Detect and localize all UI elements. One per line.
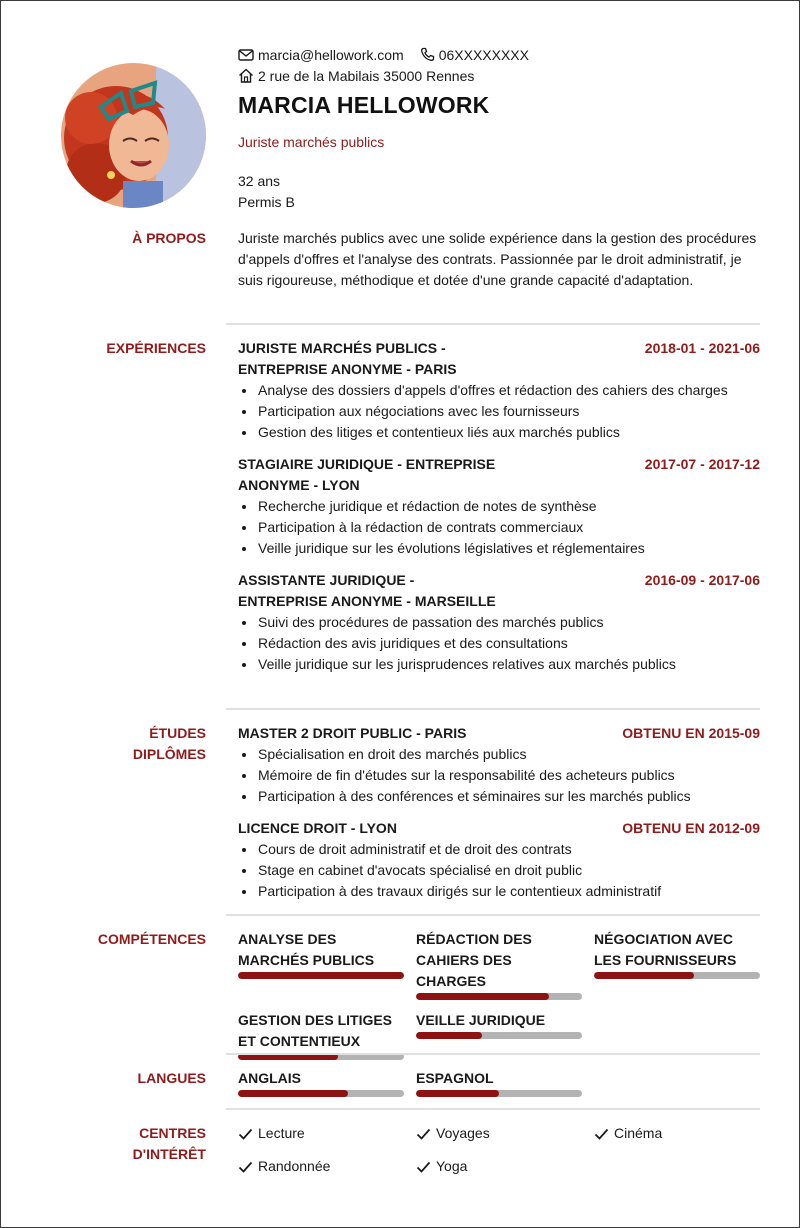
contact-row [238, 44, 545, 65]
languages-heading: LANGUES [137, 1070, 206, 1086]
bullet-item: Cours de droit administratif et de droit des contrats [238, 839, 760, 860]
checkmark-icon [416, 1128, 431, 1140]
experiences-heading: EXPÉRIENCES [106, 340, 206, 356]
phone-icon [420, 47, 435, 62]
bullet-item: Rédaction des avis juridiques et des consultations [238, 633, 760, 654]
skill-level-fill [238, 972, 404, 979]
interests-grid [238, 1123, 760, 1177]
section-divider [226, 708, 760, 710]
skill-name: ANALYSE DES MARCHÉS PUBLICS [238, 931, 375, 968]
bullet-item: Participation à la rédaction de contrats commerciaux [238, 517, 760, 538]
bullet-item: Stage en cabinet d'avocats spécialisé en droit public [238, 860, 760, 881]
bullet-item: Spécialisation en droit des marchés publics [238, 744, 760, 765]
experience-date: 2017-07 - 2017-12 [644, 456, 760, 472]
bullet-item: Gestion des litiges et contentieux liés aux marchés publics [238, 422, 760, 443]
education-entry [238, 818, 760, 902]
bullet-item: Mémoire de fin d'études sur la responsabilité des acheteurs publics [238, 765, 760, 786]
skill-name: RÉDACTION DES CAHIERS DES CHARGES [416, 931, 532, 989]
interest-label: Randonnée [258, 1158, 331, 1174]
interest-item [416, 1123, 594, 1144]
interest-label: Lecture [258, 1125, 305, 1141]
section-divider [226, 914, 760, 916]
language-level-fill [416, 1090, 499, 1097]
interest-item [594, 1123, 760, 1144]
skill-level-bar [416, 1032, 582, 1039]
skill-item [238, 929, 404, 1000]
skill-item [594, 929, 760, 1000]
bullet-item: Analyse des dossiers d'appels d'offres et rédaction des cahiers des charges [238, 380, 760, 401]
interest-label: Yoga [436, 1158, 468, 1174]
experience-title: ASSISTANTE JURIDIQUE - ENTREPRISE ANONYME - MARSEILLE [238, 572, 496, 609]
skills-heading: COMPÉTENCES [97, 931, 206, 947]
skill-name: VEILLE JURIDIQUE [416, 1012, 546, 1028]
interest-label: Voyages [436, 1125, 490, 1141]
language-level-bar [238, 1090, 404, 1097]
address-item [238, 68, 474, 84]
experience-tasks [238, 496, 760, 559]
contact-block [238, 44, 545, 86]
interests-heading-line: CENTRES [139, 1125, 206, 1141]
candidate-title: Juriste marchés publics [238, 134, 385, 150]
interest-item [238, 1123, 416, 1144]
language-item [238, 1068, 404, 1097]
bullet-item: Participation aux négociations avec les fournisseurs [238, 401, 760, 422]
skills-grid [238, 929, 760, 1060]
bullet-item: Veille juridique sur les jurisprudences relatives aux marchés publics [238, 654, 760, 675]
license-text: Permis B [238, 194, 295, 210]
education-heading [21, 723, 206, 765]
section-divider [226, 1108, 760, 1110]
checkmark-icon [238, 1128, 253, 1140]
experiences-list [238, 338, 760, 686]
degree-details [238, 744, 760, 807]
skill-level-bar [238, 972, 404, 979]
candidate-name: MARCIA HELLOWORK [238, 92, 490, 118]
skill-level-bar [416, 993, 582, 1000]
skill-item [416, 929, 582, 1000]
skill-level-fill [416, 993, 549, 1000]
experience-title: STAGIAIRE JURIDIQUE - ENTREPRISE ANONYME - LYON [238, 456, 496, 493]
checkmark-icon [416, 1161, 431, 1173]
personal-info [238, 171, 295, 213]
avatar-illustration-icon [61, 63, 206, 208]
bullet-item: Recherche juridique et rédaction de notes de synthèse [238, 496, 760, 517]
interest-label: Cinéma [614, 1125, 663, 1141]
bullet-item: Participation à des travaux dirigés sur le contentieux administratif [238, 881, 760, 902]
language-level-fill [238, 1090, 348, 1097]
email-item[interactable] [238, 47, 404, 63]
phone-text: 06XXXXXXXX [438, 46, 529, 63]
home-icon [238, 68, 254, 83]
interest-item [238, 1156, 416, 1177]
experience-tasks [238, 612, 760, 675]
profile-photo [61, 63, 206, 208]
interests-heading-line: D'INTÉRÊT [132, 1146, 206, 1162]
about-text: Juriste marchés publics avec une solide expérience dans la gestion des procédures d'appels d'offres et l'analyse des contrats. Passionnée par le droit administratif, je suis rigoureuse, méthodique et dotée d'une grande capacité d'adaptation. [238, 230, 757, 288]
age-text: 32 ans [238, 173, 281, 189]
experience-entry [238, 338, 760, 443]
interest-item [416, 1156, 594, 1177]
phone-item[interactable] [420, 47, 529, 63]
bullet-item: Veille juridique sur les évolutions législatives et réglementaires [238, 538, 760, 559]
skill-level-bar [594, 972, 760, 979]
section-divider [226, 1053, 760, 1055]
experience-title: JURISTE MARCHÉS PUBLICS - ENTREPRISE ANONYME - PARIS [238, 340, 457, 377]
skill-level-fill [594, 972, 694, 979]
degree-title: LICENCE DROIT - LYON [238, 820, 397, 836]
degree-date: OBTENU EN 2012-09 [622, 820, 760, 836]
experience-date: 2018-01 - 2021-06 [644, 340, 760, 356]
skill-name: NÉGOCIATION AVEC LES FOURNISSEURS [594, 931, 737, 968]
interests-heading [21, 1123, 206, 1165]
language-name: ANGLAIS [238, 1070, 301, 1086]
education-heading-line: DIPLÔMES [132, 746, 206, 762]
language-item [416, 1068, 582, 1097]
checkmark-icon [238, 1161, 253, 1173]
degree-title: MASTER 2 DROIT PUBLIC - PARIS [238, 725, 467, 741]
about-heading: À PROPOS [132, 230, 206, 246]
language-name: ESPAGNOL [416, 1070, 494, 1086]
skill-level-fill [416, 1032, 482, 1039]
section-divider [226, 323, 760, 325]
address-text: 2 rue de la Mabilais 35000 Rennes [258, 67, 475, 84]
skill-name: GESTION DES LITIGES ET CONTENTIEUX [238, 1012, 393, 1049]
checkmark-icon [594, 1128, 609, 1140]
experience-entry [238, 570, 760, 675]
experience-date: 2016-09 - 2017-06 [644, 572, 760, 588]
bullet-item: Suivi des procédures de passation des marchés publics [238, 612, 760, 633]
language-level-bar [416, 1090, 582, 1097]
degree-date: OBTENU EN 2015-09 [622, 725, 760, 741]
degree-details [238, 839, 760, 902]
address-row [238, 65, 545, 86]
email-text: marcia@hellowork.com [258, 46, 404, 63]
languages-grid [238, 1068, 760, 1097]
experience-entry [238, 454, 760, 559]
envelope-icon [238, 49, 254, 61]
experience-tasks [238, 380, 760, 443]
education-heading-line: ÉTUDES [149, 725, 206, 741]
bullet-item: Participation à des conférences et séminaires sur les marchés publics [238, 786, 760, 807]
education-entry [238, 723, 760, 807]
education-list [238, 723, 760, 913]
